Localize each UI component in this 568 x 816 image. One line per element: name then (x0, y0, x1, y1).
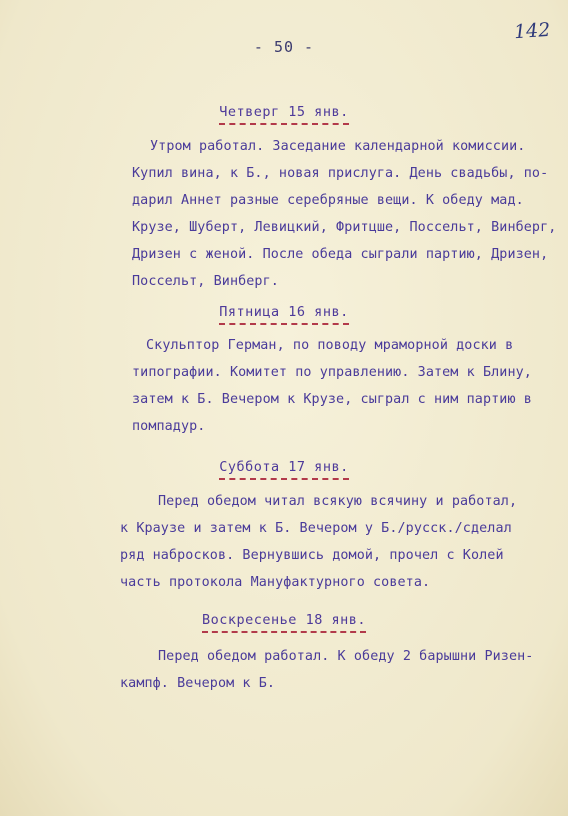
text-line: помпадур. (132, 419, 206, 434)
entry-body-sunday (120, 643, 534, 697)
page-number: - 50 - (253, 38, 315, 56)
entry-heading-text: Четверг 15 янв. (219, 104, 348, 125)
text-line: кампф. Вечером к Б. (120, 676, 276, 691)
text-line: к Краузе и затем к Б. Вечером у Б./русск./сделал (120, 521, 512, 536)
text-line: Поссельт, Винберг. (132, 274, 279, 289)
entry-body-saturday (120, 488, 518, 596)
text-line: типографии. Комитет по управлению. Затем к Блину, (132, 365, 532, 380)
text-line: Перед обедом читал всякую всячину и работал, (158, 494, 518, 509)
text-line: ряд набросков. Вернувшись домой, прочел с Колей (120, 548, 504, 563)
entry-heading-friday (0, 304, 568, 325)
text-line: Утром работал. Заседание календарной комиссии. (150, 139, 526, 154)
entry-body-thursday (132, 133, 557, 295)
entry-body-friday (132, 332, 532, 440)
entry-heading-saturday (0, 459, 568, 480)
text-line: Перед обедом работал. К обеду 2 барышни Ризен- (158, 649, 534, 664)
archive-folio-number: 142 (513, 18, 551, 44)
text-line: Купил вина, к Б., новая прислуга. День свадьбы, по- (132, 166, 549, 181)
text-line: дарил Аннет разные серебряные вещи. К обеду мад. (132, 193, 524, 208)
text-line: Дризен с женой. После обеда сыграли партию, Дризен, (132, 247, 549, 262)
entry-heading-text: Воскресенье 18 янв. (202, 612, 366, 633)
entry-heading-thursday (0, 104, 568, 125)
text-line: Скульптор Герман, по поводу мраморной доски в (146, 338, 514, 353)
text-line: затем к Б. Вечером к Крузе, сыграл с ним партию в (132, 392, 532, 407)
text-line: часть протокола Мануфактурного совета. (120, 575, 431, 590)
entry-heading-text: Пятница 16 янв. (219, 304, 348, 325)
entry-heading-sunday (0, 612, 568, 633)
text-line: Крузе, Шуберт, Левицкий, Фритцше, Поссельт, Винберг, (132, 220, 557, 235)
entry-heading-text: Суббота 17 янв. (219, 459, 348, 480)
